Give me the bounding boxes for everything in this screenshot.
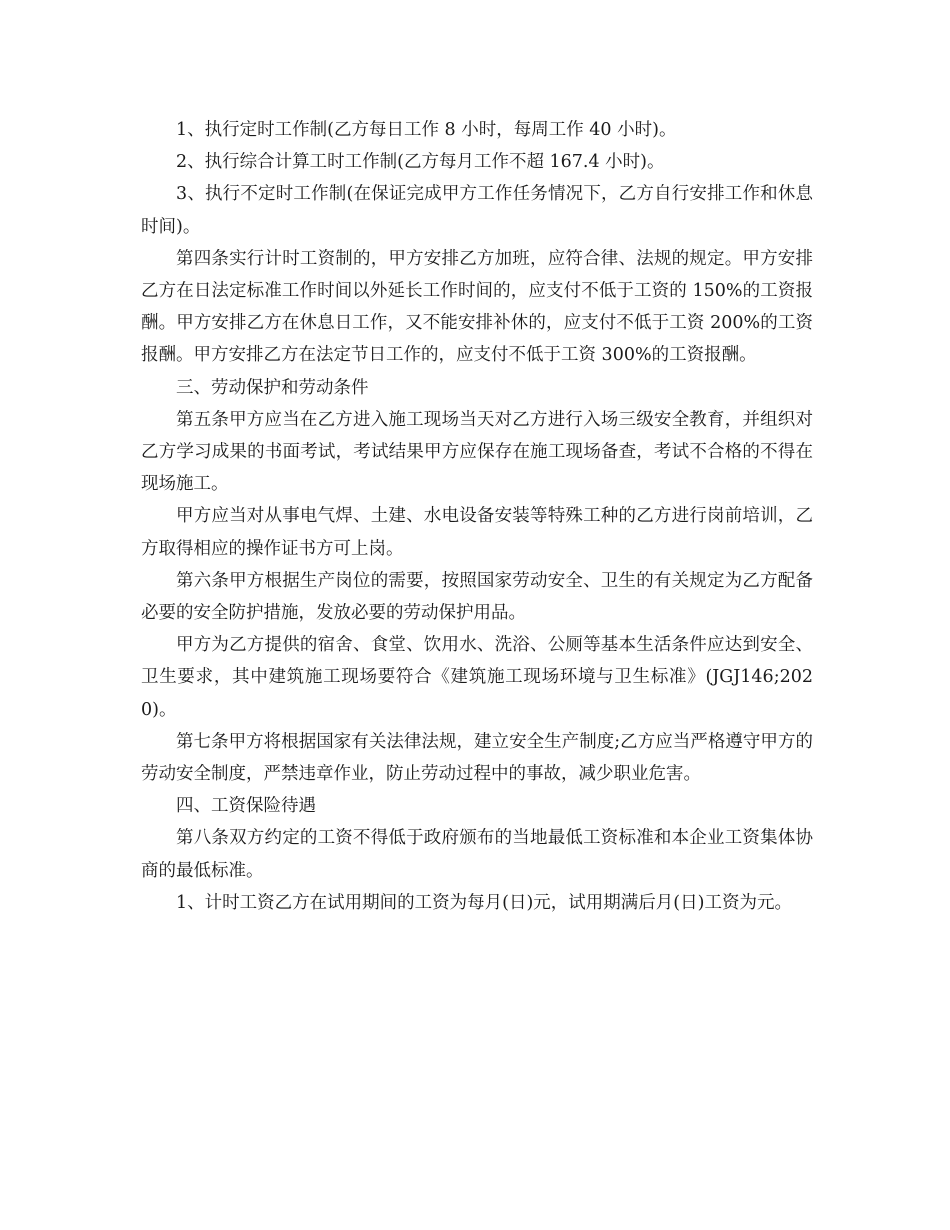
document-body [141,114,813,919]
section-heading-4: 四、工资保险待遇 [176,796,316,817]
paragraph-3: 3、执行不定时工作制(在保证完成甲方工作任务情况下，乙方自行安排工作和休息时间)。 [141,184,813,237]
paragraph-2: 2、执行综合计算工时工作制(乙方每月工作不超 167.4 小时)。 [176,152,665,173]
paragraph-article-4: 第四条实行计时工资制的，甲方安排乙方加班，应符合律、法规的规定。甲方安排乙方在日法定标准工作时间以外延长工作时间的，应支付不低于工资的 150%的工资报酬。甲方安排乙方在休息日工作，又不能安排补休的，应支付不低于工资 200%的工资报酬。甲方安排乙方在法定节日工作的，应支付不低于工资 300%的工资报酬。 [141,248,813,366]
section-heading-3: 三、劳动保护和劳动条件 [176,377,369,398]
paragraph-special-trades: 甲方应当对从事电气焊、土建、水电设备安装等特殊工种的乙方进行岗前培训，乙方取得相应的操作证书方可上岗。 [141,506,813,559]
paragraph-living-conditions: 甲方为乙方提供的宿舍、食堂、饮用水、洗浴、公厕等基本生活条件应达到安全、卫生要求，其中建筑施工现场要符合《建筑施工现场环境与卫生标准》(JGJ146;2020)。 [141,635,813,720]
paragraph-hourly-wage: 1、计时工资乙方在试用期间的工资为每月(日)元，试用期满后月(日)工资为元。 [176,892,792,913]
paragraph-article-8: 第八条双方约定的工资不得低于政府颁布的当地最低工资标准和本企业工资集体协商的最低标准。 [141,828,813,881]
paragraph-article-5: 第五条甲方应当在乙方进入施工现场当天对乙方进行入场三级安全教育，并组织对乙方学习成果的书面考试，考试结果甲方应保存在施工现场备查，考试不合格的不得在现场施工。 [141,409,813,495]
paragraph-article-6: 第六条甲方根据生产岗位的需要，按照国家劳动安全、卫生的有关规定为乙方配备必要的安全防护措施，发放必要的劳动保护用品。 [141,570,813,624]
paragraph-1: 1、执行定时工作制(乙方每日工作 8 小时，每周工作 40 小时)。 [176,120,677,140]
paragraph-article-7: 第七条甲方将根据国家有关法律法规，建立安全生产制度;乙方应当严格遵守甲方的劳动安全制度，严禁违章作业，防止劳动过程中的事故，减少职业危害。 [141,731,813,785]
